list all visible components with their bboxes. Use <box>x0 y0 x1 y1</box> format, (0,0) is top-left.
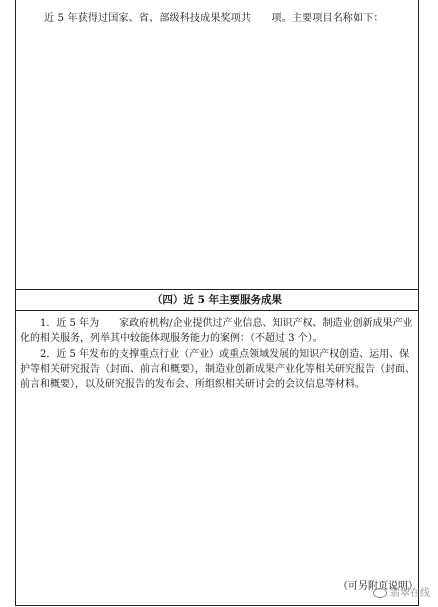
service-paragraph-1 <box>20 316 416 346</box>
watermark <box>373 584 430 599</box>
service-paragraph-2 <box>20 347 416 392</box>
paragraph-1-text: 1．近 5 年为 家政府机构/企业提供过产业信息、知识产权、制造业创新成果产业化的相关服务，列举其中较能体现服务能力的案例：（不超过 3 个）。 <box>20 318 413 344</box>
divider-bottom <box>15 310 419 311</box>
section-title: （四）近 5 年主要服务成果 <box>151 294 283 306</box>
watermark-text: 翡翠在线 <box>390 588 430 599</box>
paragraph-2-text: 2．近 5 年发布的支撑重点行业（产业）或重点领域发展的知识产权创造、运用、保护等相关研究报告（封面、前言和概要），制造业创新成果产业化等相关研究报告（封面、前言和概要），以及研究报告的发布会、所组织相关研讨会的会议信息等材料。 <box>20 349 415 390</box>
attachment-note: （可另附页说明） <box>338 581 418 592</box>
awards-line: 近 5 年获得过国家、省、部级科技成果奖项共 项。主要项目名称如下： <box>44 13 384 24</box>
ring-icon <box>373 588 387 598</box>
divider-top <box>15 289 419 290</box>
